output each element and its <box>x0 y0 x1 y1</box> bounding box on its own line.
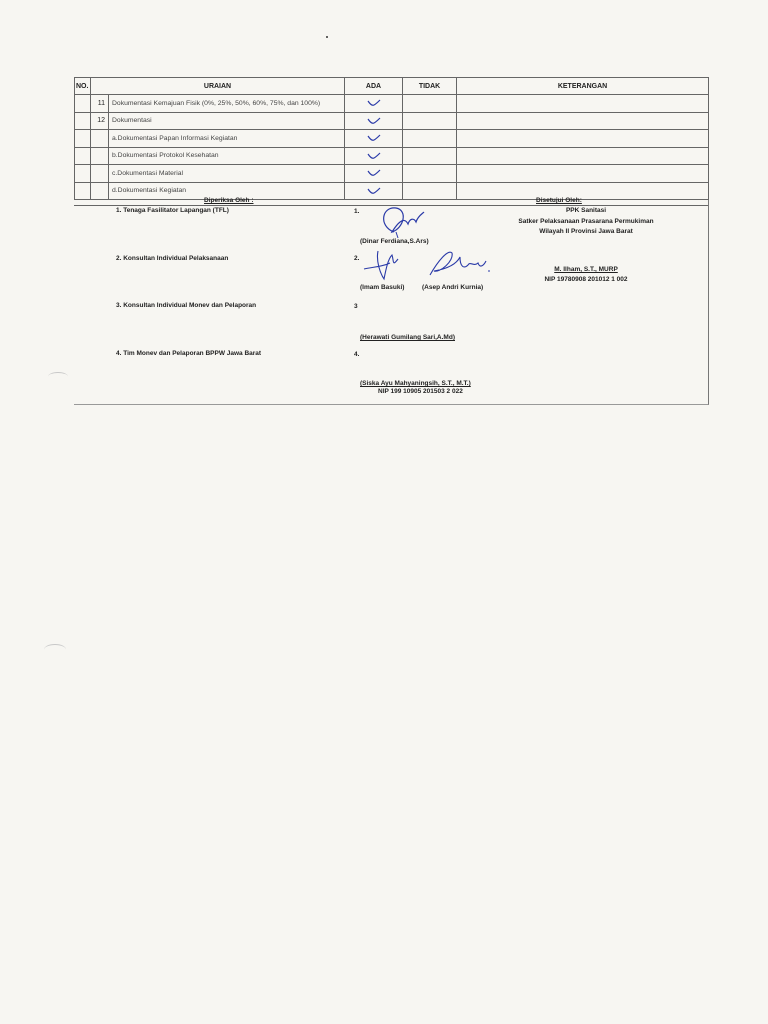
cell-no <box>91 130 109 148</box>
cell-blank <box>75 95 91 113</box>
cell-tidak <box>403 95 457 113</box>
scan-smudge <box>48 372 68 381</box>
cell-ada <box>345 147 403 165</box>
cell-keterangan <box>457 130 709 148</box>
signature-imam <box>362 247 404 283</box>
cell-ada <box>345 95 403 113</box>
role-num-3: 3 <box>354 303 358 310</box>
check-icon <box>348 117 399 125</box>
name-herawati: (Herawati Gumilang Sari,A.Md) <box>360 334 455 341</box>
cell-tidak <box>403 147 457 165</box>
checklist-table <box>74 77 709 200</box>
check-icon <box>348 169 399 177</box>
check-icon <box>348 134 399 142</box>
cell-uraian: a.Dokumentasi Papan Informasi Kegiatan <box>109 130 345 148</box>
cell-ada <box>345 165 403 183</box>
check-icon <box>348 187 399 195</box>
header-uraian: URAIAN <box>91 78 345 95</box>
cell-keterangan <box>457 182 709 200</box>
cell-blank <box>75 130 91 148</box>
cell-keterangan <box>457 165 709 183</box>
cell-ada <box>345 130 403 148</box>
cell-tidak <box>403 112 457 130</box>
table-row <box>75 112 709 130</box>
speck-mark <box>326 36 328 38</box>
nip-siska: NIP 199 10905 201503 2 022 <box>378 388 463 395</box>
cell-tidak <box>403 182 457 200</box>
cell-ada <box>345 112 403 130</box>
role-num-2: 2. <box>354 255 360 262</box>
table-row <box>75 165 709 183</box>
role-konsultan-monev: 3. Konsultan Individual Monev dan Pelaporan <box>116 302 257 309</box>
cell-uraian: d.Dokumentasi Kegiatan <box>109 182 345 200</box>
cell-no <box>91 147 109 165</box>
cell-uraian: c.Dokumentasi Material <box>109 165 345 183</box>
cell-keterangan <box>457 147 709 165</box>
cell-blank <box>75 112 91 130</box>
role-num-1: 1. <box>354 208 360 215</box>
cell-tidak <box>403 130 457 148</box>
role-tim-monev: 4. Tim Monev dan Pelaporan BPPW Jawa Barat <box>116 350 262 357</box>
name-asep: (Asep Andri Kurnia) <box>422 284 484 291</box>
table-row <box>75 130 709 148</box>
scan-smudge <box>44 644 66 655</box>
cell-no <box>91 182 109 200</box>
cell-uraian: Dokumentasi <box>109 112 345 130</box>
header-no: NO. <box>75 78 91 95</box>
ppk-line1: Satker Pelaksanaan Prasarana Permukiman <box>518 218 654 225</box>
cell-no: 12 <box>91 112 109 130</box>
role-konsultan-pelaksanaan: 2. Konsultan Individual Pelaksanaan <box>116 255 229 262</box>
role-tfl: 1. Tenaga Fasilitator Lapangan (TFL) <box>116 207 229 214</box>
cell-ada <box>345 182 403 200</box>
cell-uraian: Dokumentasi Kemajuan Fisik (0%, 25%, 50%, 60%, 75%, dan 100%) <box>109 95 345 113</box>
name-dinar: (Dinar Ferdiana,S.Ars) <box>360 238 429 245</box>
header-ada: ADA <box>345 78 403 95</box>
header-tidak: TIDAK <box>403 78 457 95</box>
cell-blank <box>75 165 91 183</box>
check-icon <box>348 99 399 107</box>
ppk-title: PPK Sanitasi <box>565 207 607 214</box>
name-siska: (Siska Ayu Mahyaningsih, S.T., M.T.) <box>360 380 471 387</box>
header-keterangan: KETERANGAN <box>457 78 709 95</box>
name-imam: (Imam Basuki) <box>360 284 405 291</box>
cell-blank <box>75 147 91 165</box>
table-row <box>75 95 709 113</box>
table-row <box>75 147 709 165</box>
cell-blank <box>75 182 91 200</box>
cell-uraian: b.Dokumentasi Protokol Kesehatan <box>109 147 345 165</box>
checklist-sheet <box>74 77 709 405</box>
table-header-row <box>75 78 709 95</box>
role-num-4: 4. <box>354 351 360 358</box>
cell-no: 11 <box>91 95 109 113</box>
cell-keterangan <box>457 112 709 130</box>
cell-tidak <box>403 165 457 183</box>
signature-dinar <box>372 202 432 240</box>
check-icon <box>348 152 399 160</box>
diperiksa-label: Diperiksa Oleh : <box>204 197 254 204</box>
table-row <box>75 182 709 200</box>
ppk-name: M. Ilham, S.T., MURP <box>554 266 618 273</box>
cell-no <box>91 165 109 183</box>
ppk-nip: NIP 19780908 201012 1 002 <box>544 276 628 283</box>
signature-asep <box>426 247 496 281</box>
disetujui-label: Disetujui Oleh: <box>536 197 582 204</box>
ppk-line2: Wilayah II Provinsi Jawa Barat <box>539 228 633 235</box>
cell-keterangan <box>457 95 709 113</box>
